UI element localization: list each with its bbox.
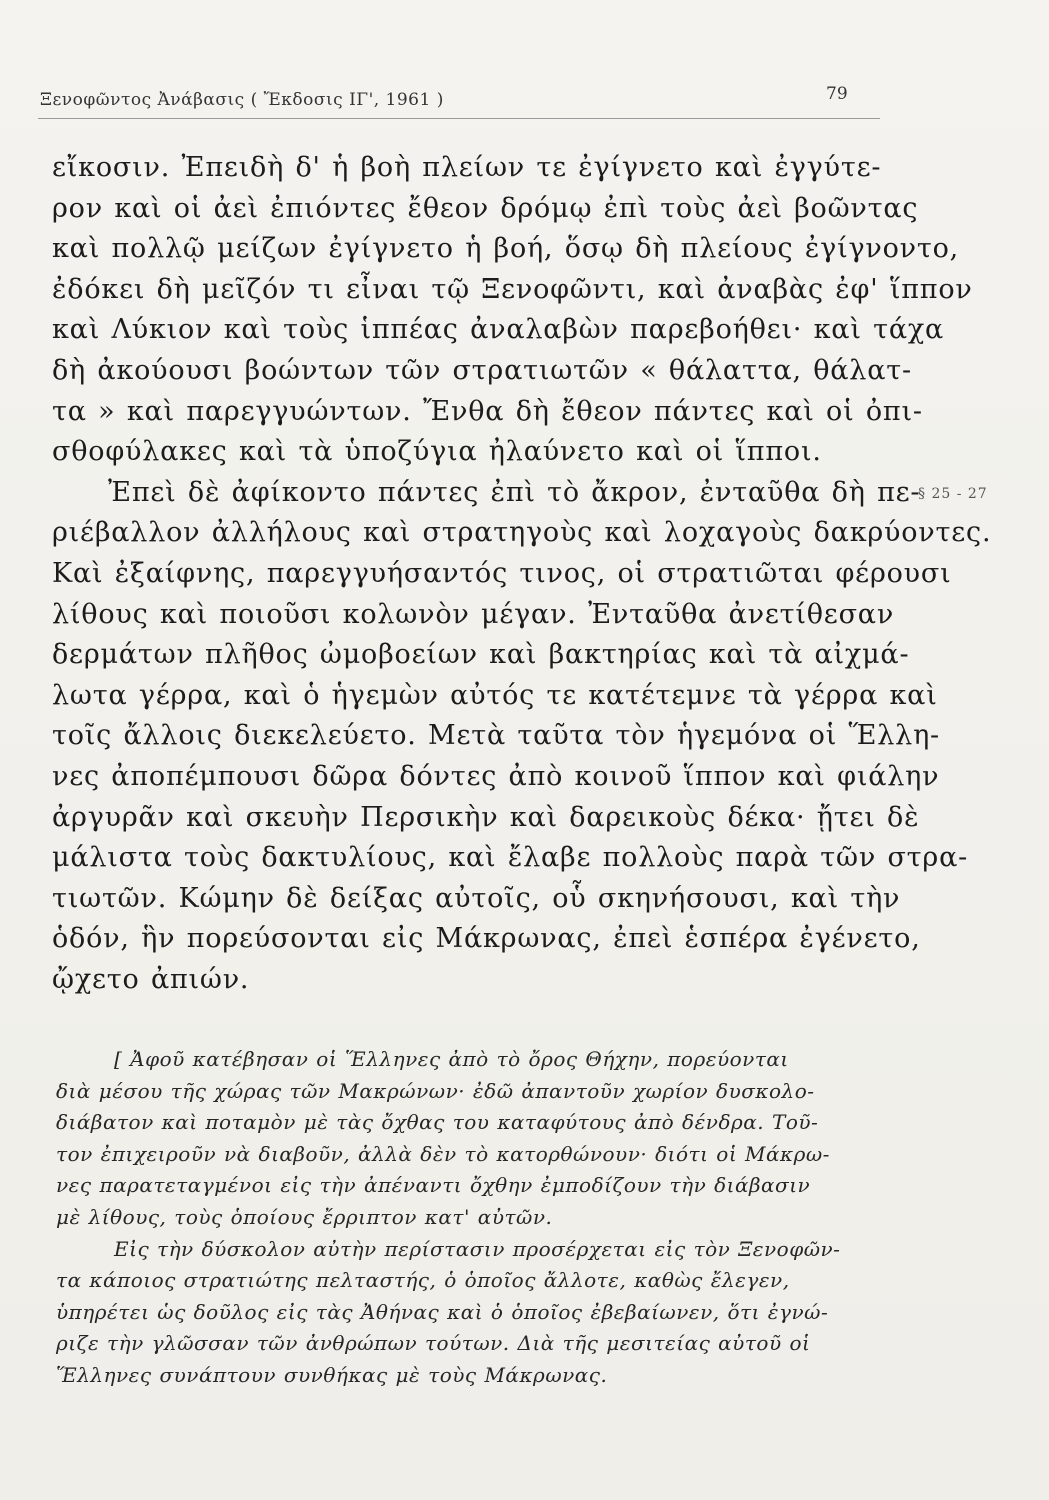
summary-line: ὑπηρέτει ὡς δοῦλος εἰς τὰς Ἀθήνας καὶ ὁ ὁποῖος ἐβεβαίωνεν, ὅτι ἐγνώ-: [56, 1299, 829, 1324]
text-line: ρον καὶ οἱ ἀεὶ ἐπιόντες ἔθεον δρόμῳ ἐπὶ τοὺς ἀεὶ βοῶντας: [52, 192, 919, 224]
text-line: ριέβαλλον ἀλλήλους καὶ στρατηγοὺς καὶ λοχαγοὺς δακρύοντες.: [52, 517, 992, 549]
text-line: εἴκοσιν. Ἐπειδὴ δ' ἡ βοὴ πλείων τε ἐγίγνετο καὶ ἐγγύτε-: [52, 152, 882, 183]
text-line: ἀργυρᾶν καὶ σκευὴν Περσικὴν καὶ δαρεικοὺς δέκα· ᾔτει δὲ: [52, 801, 920, 833]
text-line: λωτα γέρρα, καὶ ὁ ἡγεμὼν αὐτός τε κατέτεμνε τὰ γέρρα καὶ: [52, 679, 938, 711]
text-line: δερμάτων πλῆθος ὠμοβοείων καὶ βακτηρίας καὶ τὰ αἰχμά-: [52, 639, 910, 671]
text-line: Καὶ ἐξαίφνης, παρεγγυήσαντός τινος, οἱ στρατιῶται φέρουσι: [52, 557, 952, 589]
italic-summary: [56, 1044, 906, 1392]
summary-line: τον ἐπιχειροῦν νὰ διαβοῦν, ἀλλὰ δὲν τὸ κατορθώνουν· διότι οἱ Μάκρω-: [56, 1141, 830, 1166]
text-line: ἐδόκει δὴ μεῖζόν τι εἶναι τῷ Ξενοφῶντι, καὶ ἀναβὰς ἐφ' ἵππον: [52, 273, 973, 305]
page-number: 79: [826, 84, 848, 104]
text-line: καὶ Λύκιον καὶ τοὺς ἱππέας ἀναλαβὼν παρεβοήθει· καὶ τάχα: [52, 314, 945, 346]
text-line: τα » καὶ παρεγγυώντων. Ἔνθα δὴ ἔθεον πάντες καὶ οἱ ὀπι-: [52, 395, 923, 427]
summary-line: διὰ μέσου τῆς χώρας τῶν Μακρώνων· ἐδῶ ἀπαντοῦν χωρίον δυσκολο-: [56, 1078, 815, 1103]
text-line: σθοφύλακες καὶ τὰ ὑποζύγια ἠλαύνετο καὶ οἱ ἵπποι.: [52, 436, 822, 468]
running-title: Ξενοφῶντος Ἀνάβασις ( Ἔκδοσις ΙΓ', 1961 ): [40, 90, 444, 110]
summary-line: Ἕλληνες συνάπτουν συνθήκας μὲ τοὺς Μάκρωνας.: [56, 1362, 608, 1387]
header-rule: [38, 118, 880, 119]
text-line: ὁδόν, ἣν πορεύσονται εἰς Μάκρωνας, ἐπεὶ ἑσπέρα ἐγένετο,: [52, 923, 921, 955]
text-line: καὶ πολλῷ μείζων ἐγίγνετο ἡ βοή, ὅσῳ δὴ πλείους ἐγίγνοντο,: [52, 233, 960, 265]
summary-line: διάβατον καὶ ποταμὸν μὲ τὰς ὄχθας του καταφύτους ἀπὸ δένδρα. Τοῦ-: [56, 1110, 819, 1135]
summary-line: νες παρατεταγμένοι εἰς τὴν ἀπέναντι ὄχθην ἐμποδίζουν τὴν διάβασιν: [56, 1173, 811, 1198]
summary-line: Εἰς τὴν δύσκολον αὐτὴν περίστασιν προσέρχεται εἰς τὸν Ξενοφῶν-: [114, 1236, 841, 1261]
summary-line: μὲ λίθους, τοὺς ὁποίους ἔρριπτον κατ' αὐτῶν.: [56, 1204, 553, 1229]
text-line: τιωτῶν. Κώμην δὲ δείξας αὐτοῖς, οὗ σκηνήσουσι, καὶ τὴν: [52, 882, 901, 914]
summary-line: ριζε τὴν γλῶσσαν τῶν ἀνθρώπων τούτων. Διὰ τῆς μεσιτείας αὐτοῦ οἱ: [56, 1331, 811, 1356]
text-line: ᾤχετο ἀπιών.: [52, 963, 250, 995]
text-line: τοῖς ἄλλοις διεκελεύετο. Μετὰ ταῦτα τὸν ἡγεμόνα οἱ Ἕλλη-: [52, 720, 940, 752]
summary-line: [ Ἀφοῦ κατέβησαν οἱ Ἕλληνες ἀπὸ τὸ ὄρος Θήχην, πορεύονται: [114, 1047, 789, 1071]
section-margin-note: § 25 - 27: [918, 486, 988, 502]
summary-line: τα κάποιος στρατιώτης πελταστής, ὁ ὁποῖος ἄλλοτε, καθὼς ἔλεγεν,: [56, 1268, 790, 1293]
text-line: λίθους καὶ ποιοῦσι κολωνὸν μέγαν. Ἐνταῦθα ἀνετίθεσαν: [52, 598, 895, 630]
text-line: δὴ ἀκούουσι βοώντων τῶν στρατιωτῶν « θάλαττα, θάλατ-: [52, 354, 912, 386]
text-line: μάλιστα τοὺς δακτυλίους, καὶ ἔλαβε πολλοὺς παρὰ τῶν στρα-: [52, 842, 969, 874]
text-line: Ἐπεὶ δὲ ἀφίκοντο πάντες ἐπὶ τὸ ἄκρον, ἐνταῦθα δὴ πε-: [108, 476, 921, 508]
text-line: νες ἀποπέμπουσι δῶρα δόντες ἀπὸ κοινοῦ ἵππον καὶ φιάλην: [52, 760, 940, 792]
